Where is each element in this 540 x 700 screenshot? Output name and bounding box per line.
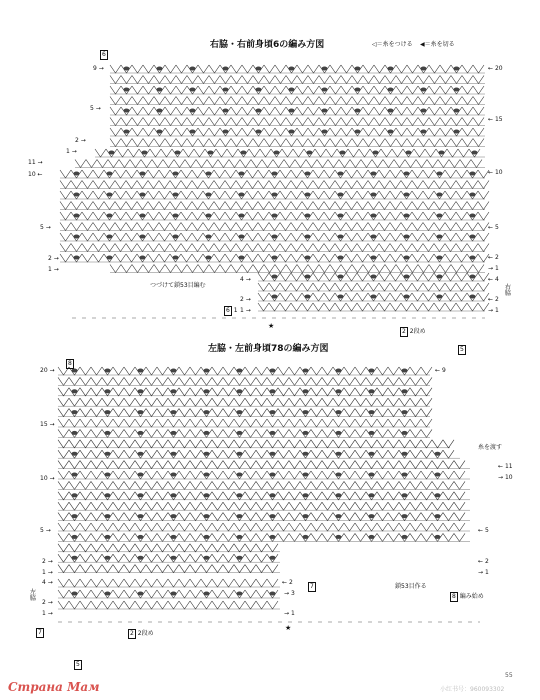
row-number: ← 2 bbox=[478, 558, 489, 565]
repeat-count: 5 bbox=[76, 661, 80, 668]
chart-top-title: 右脇・右前身頃6の編み方図 bbox=[210, 40, 325, 50]
row-number: ← 2 bbox=[488, 254, 499, 261]
side-label: 右脇 bbox=[505, 284, 512, 297]
corner-box: 8 bbox=[68, 360, 72, 367]
row-number: 4 → bbox=[240, 276, 251, 283]
left-box: 7 bbox=[38, 629, 42, 636]
yarn-note: 糸を渡す bbox=[478, 444, 503, 451]
side-label: 左脇 bbox=[30, 589, 37, 602]
marker-box: 7 bbox=[310, 583, 314, 590]
row-number: 9 → bbox=[93, 65, 104, 72]
row-number: 2 → bbox=[48, 255, 59, 262]
row-number: → 3 bbox=[284, 590, 295, 597]
row-number: → 10 bbox=[498, 474, 513, 481]
start-label: 8 編み始め bbox=[452, 593, 484, 600]
row-number: 5 → bbox=[40, 224, 51, 231]
row-number: ← 5 bbox=[488, 224, 499, 231]
row-number: 1 → bbox=[48, 266, 59, 273]
chart-bottom-title: 左脇・左前身頃78の編み方図 bbox=[208, 344, 329, 354]
row-number: ← 10 bbox=[488, 169, 503, 176]
star-marker: ★ bbox=[268, 322, 275, 330]
row-number: 2 → bbox=[75, 137, 86, 144]
chain-note: 鎖53目作る bbox=[395, 583, 427, 590]
row-number: 5 → bbox=[90, 105, 101, 112]
row-number: ← 2 bbox=[488, 296, 499, 303]
brand-logo: Страна Мам bbox=[8, 680, 100, 694]
row-number: 2 → bbox=[42, 558, 53, 565]
row-number: 10 ← bbox=[28, 171, 43, 178]
repeat-count: 5 bbox=[460, 346, 464, 353]
row-number: 2 → bbox=[240, 296, 251, 303]
row-number: 20 → bbox=[40, 367, 55, 374]
row-number: → 1 bbox=[284, 610, 295, 617]
legend-cut-yarn: ◀＝糸を切る bbox=[420, 41, 455, 48]
row-number: 2 → bbox=[42, 599, 53, 606]
row-number: 15 → bbox=[40, 421, 55, 428]
row-number: 1 → bbox=[42, 610, 53, 617]
chart-top-grid bbox=[60, 65, 489, 318]
row-number: 11 → bbox=[28, 159, 43, 166]
row-number: 4 → bbox=[42, 579, 53, 586]
attach-yarn-icon: ◁ bbox=[372, 41, 377, 48]
row-number: ← 15 bbox=[488, 116, 503, 123]
corner-box: 6 bbox=[102, 51, 106, 58]
corner-label-bottom bbox=[66, 352, 74, 369]
star-marker: ★ bbox=[285, 624, 292, 632]
row-number: → 1 bbox=[478, 569, 489, 576]
corner-label-top bbox=[100, 43, 108, 60]
watermark: 小红书号：960093302 bbox=[440, 686, 505, 693]
row-number: ← 2 bbox=[282, 579, 293, 586]
row-number: 1 → bbox=[42, 569, 53, 576]
legend-attach-yarn: ◁＝糸をつける bbox=[372, 41, 413, 48]
row-number: 1 → bbox=[240, 307, 251, 314]
row-number: ← 11 bbox=[498, 463, 513, 470]
row-number: ← 9 bbox=[435, 367, 446, 374]
chain-note: つづけて鎖53目編む bbox=[150, 282, 206, 289]
cut-yarn-icon: ◀ bbox=[420, 41, 425, 48]
page-number: 55 bbox=[505, 672, 513, 679]
row-number: ← 20 bbox=[488, 65, 503, 72]
start-label: 6 1 bbox=[226, 307, 238, 314]
row-number: → 1 bbox=[488, 265, 499, 272]
row-number: 1 → bbox=[66, 148, 77, 155]
row-number: 10 → bbox=[40, 475, 55, 482]
row-number: ← 4 bbox=[488, 276, 499, 283]
row-number: → 1 bbox=[488, 307, 499, 314]
repeat-label: 2 2段め bbox=[130, 630, 154, 637]
repeat-label: 2 2段め bbox=[402, 328, 426, 335]
row-number: 5 → bbox=[40, 527, 51, 534]
row-number: ← 5 bbox=[478, 527, 489, 534]
